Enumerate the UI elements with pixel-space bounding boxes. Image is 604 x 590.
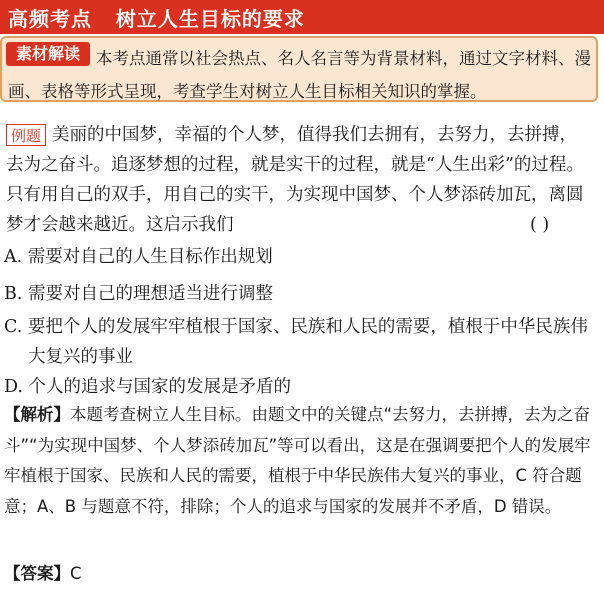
answer-value: C	[70, 564, 82, 583]
option-a: A. 需要对自己的人生目标作出规划	[4, 247, 273, 267]
material-text: 本考点通常以社会热点、名人名言等为背景材料，通过文字材料、漫画、表格等形式呈现，考查学生对树立人生目标相关知识的掌握。	[8, 49, 591, 101]
option-c: C. 要把个人的发展牢牢植根于国家、民族和人民的需要，植根于中华民族伟大复兴的事业	[4, 317, 588, 367]
option-d: D. 个人的追求与国家的发展是矛盾的	[4, 377, 292, 397]
answer-parentheses: ( )	[530, 215, 550, 235]
analysis-label: 【解析】	[4, 405, 70, 424]
option-b: B. 需要对自己的理想适当进行调整	[4, 284, 273, 304]
material-box	[0, 36, 598, 102]
analysis-text: 本题考查树立人生目标。由题文中的关键点“去努力，去拼搏，去为之奋斗”“为实现中国梦、个人梦添砖加瓦”等可以看出，这是在强调要把个人的发展牢牢植根于国家、民族和人民的需要，植根于中华民族伟大复兴的事业，C 符合题意；A、B 与题意不符，排除；个人的追求与国家的发展并不矛盾，D 错误。	[4, 405, 591, 516]
section-title: 高频考点 树立人生目标的要求	[8, 7, 305, 31]
answer-label: 【答案】	[4, 564, 70, 583]
answer-section	[4, 560, 82, 588]
example-tag: 例题	[6, 124, 46, 146]
analysis-section	[4, 400, 596, 522]
header-bar	[0, 0, 604, 34]
question-text: 美丽的中国梦，幸福的个人梦，值得我们去拥有，去努力，去拼搏，去为之奋斗。追逐梦想的过程，就是实干的过程，就是“人生出彩”的过程。只有用自己的双手，用自己的实干，为实现中国梦、个人梦添砖加瓦，离圆梦才会越来越近。这启示我们	[6, 125, 584, 235]
material-tag: 素材解读	[6, 42, 90, 66]
